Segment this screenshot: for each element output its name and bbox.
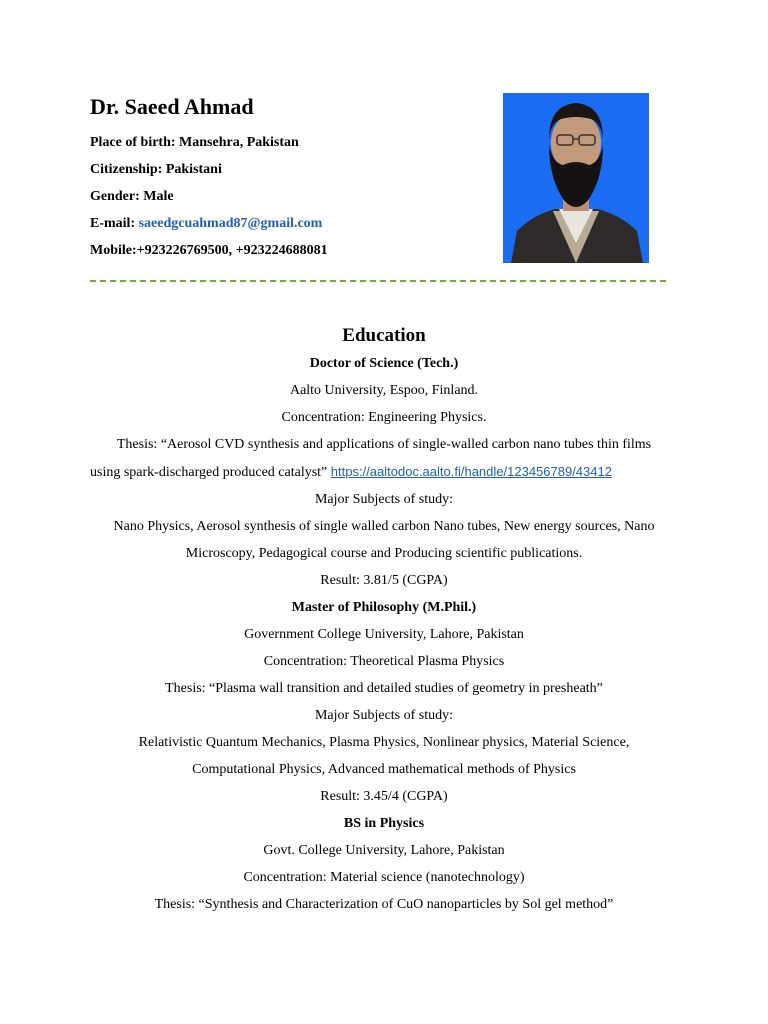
education-section xyxy=(84,322,684,918)
section-divider xyxy=(90,280,666,282)
mphil-subjects-line2: Computational Physics, Advanced mathematical methods of Physics xyxy=(192,762,576,777)
email-line xyxy=(90,210,490,237)
doctor-university: Aalto University, Espoo, Finland. xyxy=(289,383,479,398)
education-heading: Education xyxy=(342,325,426,346)
thesis-url-link[interactable]: https://aaltodoc.aalto.fi/handle/123456789/43412 xyxy=(330,464,612,479)
bs-university: Govt. College University, Lahore, Pakistan xyxy=(263,843,505,858)
place-of-birth: Place of birth: Mansehra, Pakistan xyxy=(90,135,299,150)
doctor-subjects-label: Major Subjects of study: xyxy=(314,492,454,507)
gender: Gender: Male xyxy=(90,189,174,204)
mphil-subjects-line1: Relativistic Quantum Mechanics, Plasma Physics, Nonlinear physics, Material Science, xyxy=(138,735,630,750)
bs-degree: BS in Physics xyxy=(343,816,425,831)
mphil-university: Government College University, Lahore, Pakistan xyxy=(244,627,524,642)
mphil-degree: Master of Philosophy (M.Phil.) xyxy=(291,600,477,615)
doctor-thesis-line2 xyxy=(84,458,684,486)
email-link[interactable]: saeedgcuahmad87@gmail.com xyxy=(138,216,323,231)
bs-concentration: Concentration: Material science (nanotechnology) xyxy=(243,870,525,885)
doctor-result: Result: 3.81/5 (CGPA) xyxy=(320,573,448,588)
person-name: Dr. Saeed Ahmad xyxy=(90,94,254,119)
doctor-subjects-line2: Microscopy, Pedagogical course and Producing scientific publications. xyxy=(185,546,583,561)
mobile: Mobile:+923226769500, +923224688081 xyxy=(90,243,328,258)
bs-thesis: Thesis: “Synthesis and Characterization of CuO nanoparticles by Sol gel method” xyxy=(154,897,614,912)
mphil-thesis: Thesis: “Plasma wall transition and detailed studies of geometry in presheath” xyxy=(165,681,603,696)
profile-photo xyxy=(503,93,649,263)
doctor-thesis-text: using spark-discharged produced catalyst” xyxy=(90,465,331,480)
mphil-result: Result: 3.45/4 (CGPA) xyxy=(320,789,448,804)
doctor-degree: Doctor of Science (Tech.) xyxy=(309,356,459,371)
doctor-thesis-line1: Thesis: “Aerosol CVD synthesis and applications of single-walled carbon nano tubes thin films xyxy=(116,437,652,452)
personal-info xyxy=(90,129,490,264)
citizenship: Citizenship: Pakistani xyxy=(90,162,222,177)
email-label: E-mail: xyxy=(90,216,139,231)
mphil-subjects-label: Major Subjects of study: xyxy=(314,708,454,723)
doctor-concentration: Concentration: Engineering Physics. xyxy=(281,410,487,425)
mphil-concentration: Concentration: Theoretical Plasma Physics xyxy=(263,654,505,669)
doctor-subjects-line1: Nano Physics, Aerosol synthesis of single walled carbon Nano tubes, New energy sources, Nano xyxy=(113,519,655,534)
